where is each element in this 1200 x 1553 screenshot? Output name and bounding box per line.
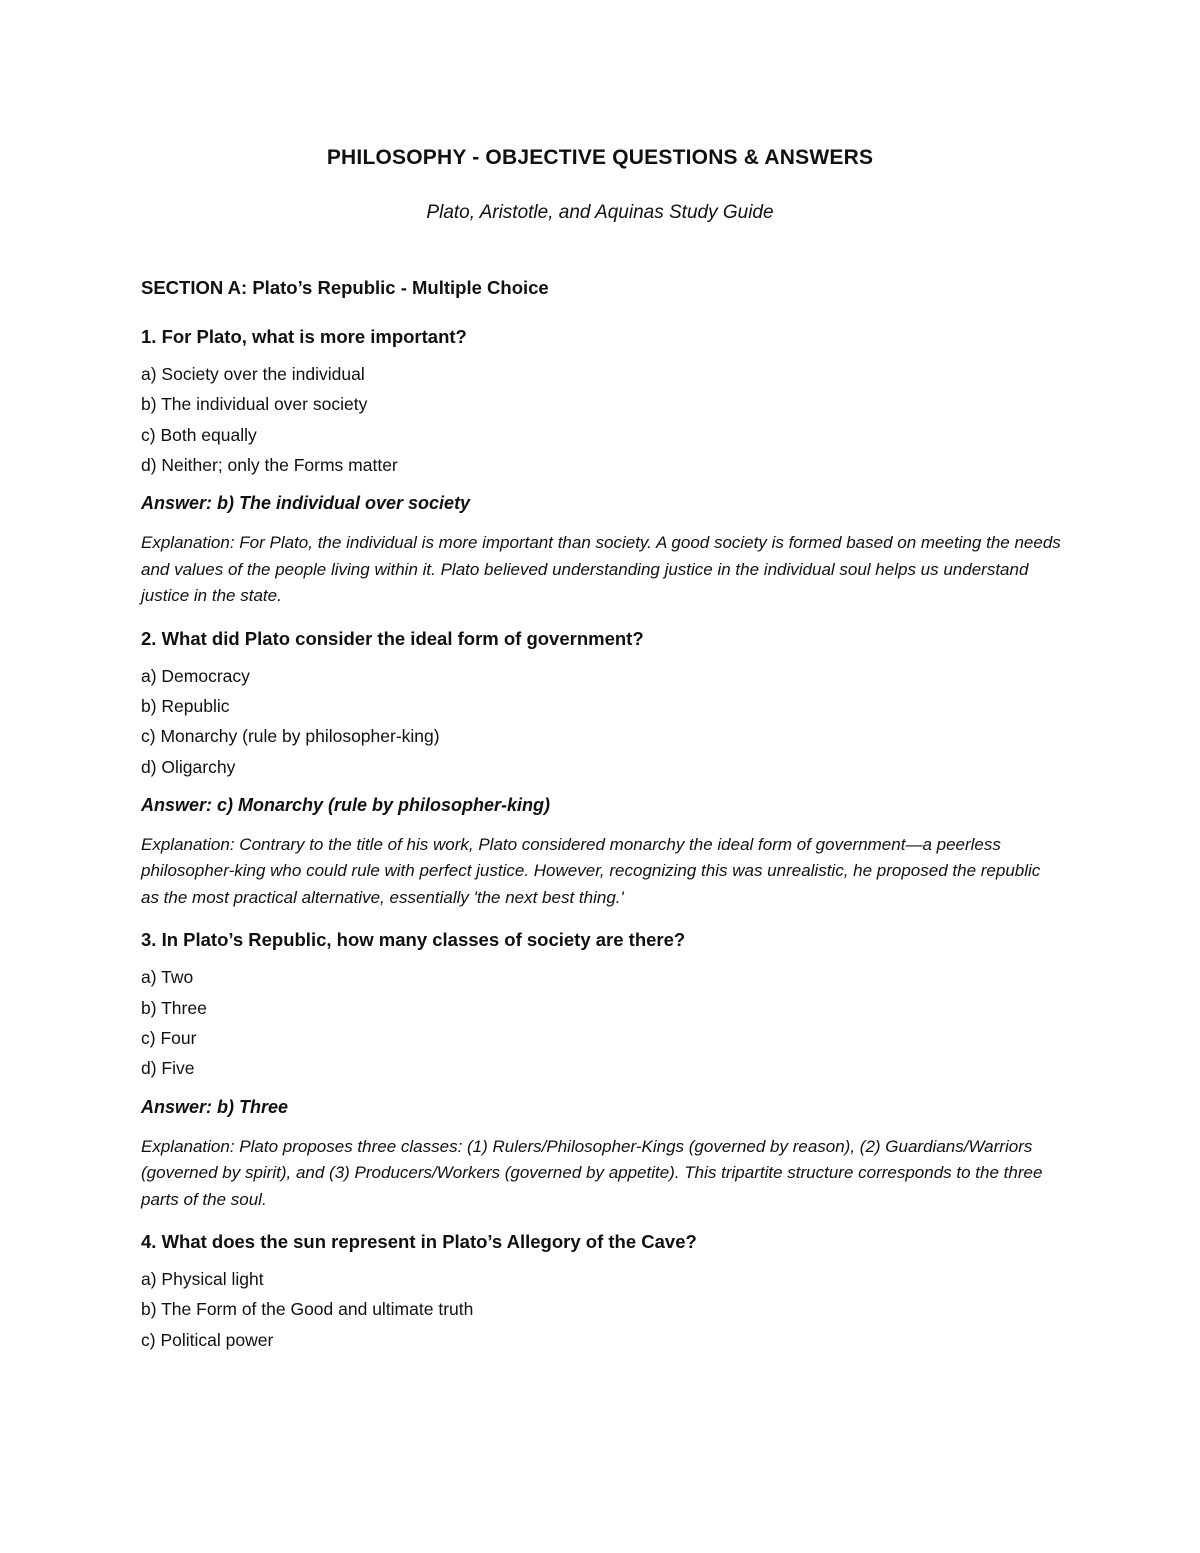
option-item: c) Four (141, 1027, 197, 1048)
option-item: c) Monarchy (rule by philosopher-king) (141, 726, 440, 747)
question-block (141, 625, 1061, 912)
option-list (141, 962, 1061, 1083)
answer-text: Answer: b) Three (141, 1096, 289, 1117)
question-text: 3. In Plato’s Republic, how many classes of society are there? (141, 929, 686, 951)
section-heading: SECTION A: Plato’s Republic - Multiple Choice (141, 277, 549, 298)
option-item: d) Oligarchy (141, 756, 236, 777)
option-item: a) Society over the individual (141, 364, 365, 384)
answer-text: Answer: b) The individual over society (141, 493, 471, 514)
option-item: d) Neither; only the Forms matter (141, 454, 398, 475)
option-item: b) Republic (141, 695, 230, 716)
option-item: a) Democracy (141, 665, 250, 686)
option-item: a) Physical light (141, 1269, 264, 1290)
document-body (141, 274, 1061, 1364)
option-item: a) Two (141, 967, 194, 988)
document-subtitle: Plato, Aristotle, and Aquinas Study Guide (426, 202, 774, 223)
explanation-text: Explanation: Contrary to the title of his work, Plato considered monarchy the ideal form of government—a peerless philosopher-king who could rule with perfect justice. However, recognizing this was unrealistic, he proposed the republic as the most practical alternative, essentially 'the next best thing.' (141, 834, 1041, 907)
question-text: 1. For Plato, what is more important? (141, 326, 467, 347)
document-title: PHILOSOPHY - OBJECTIVE QUESTIONS & ANSWERS (326, 146, 874, 169)
option-list (141, 359, 1061, 480)
answer-text: Answer: c) Monarchy (rule by philosopher-king) (141, 794, 551, 815)
option-item: b) Three (141, 997, 207, 1018)
question-text: 4. What does the sun represent in Plato’s Allegory of the Cave? (141, 1231, 697, 1253)
option-item: b) The individual over society (141, 394, 368, 415)
explanation-text: Explanation: Plato proposes three classes: (1) Rulers/Philosopher-Kings (governed by reason), (2) Guardians/Warriors (governed by spirit), and (3) Producers/Workers (governed by appetite). This tripartite structure corresponds to the three parts of the soul. (141, 1136, 1043, 1209)
question-block (141, 926, 1061, 1213)
option-item: b) The Form of the Good and ultimate truth (141, 1299, 474, 1320)
explanation-text: Explanation: For Plato, the individual is more important than society. A good society is formed based on meeting the needs and values of the people living within it. Plato believed understanding justice in the individual soul helps us understand justice in the state. (141, 533, 1061, 606)
question-block (141, 1228, 1061, 1355)
option-item: d) Five (141, 1058, 195, 1079)
option-list (141, 1264, 1061, 1355)
question-block (141, 323, 1061, 610)
option-item: c) Political power (141, 1329, 274, 1350)
option-item: c) Both equally (141, 424, 257, 445)
option-list (141, 661, 1061, 782)
question-text: 2. What did Plato consider the ideal form of government? (141, 627, 644, 649)
